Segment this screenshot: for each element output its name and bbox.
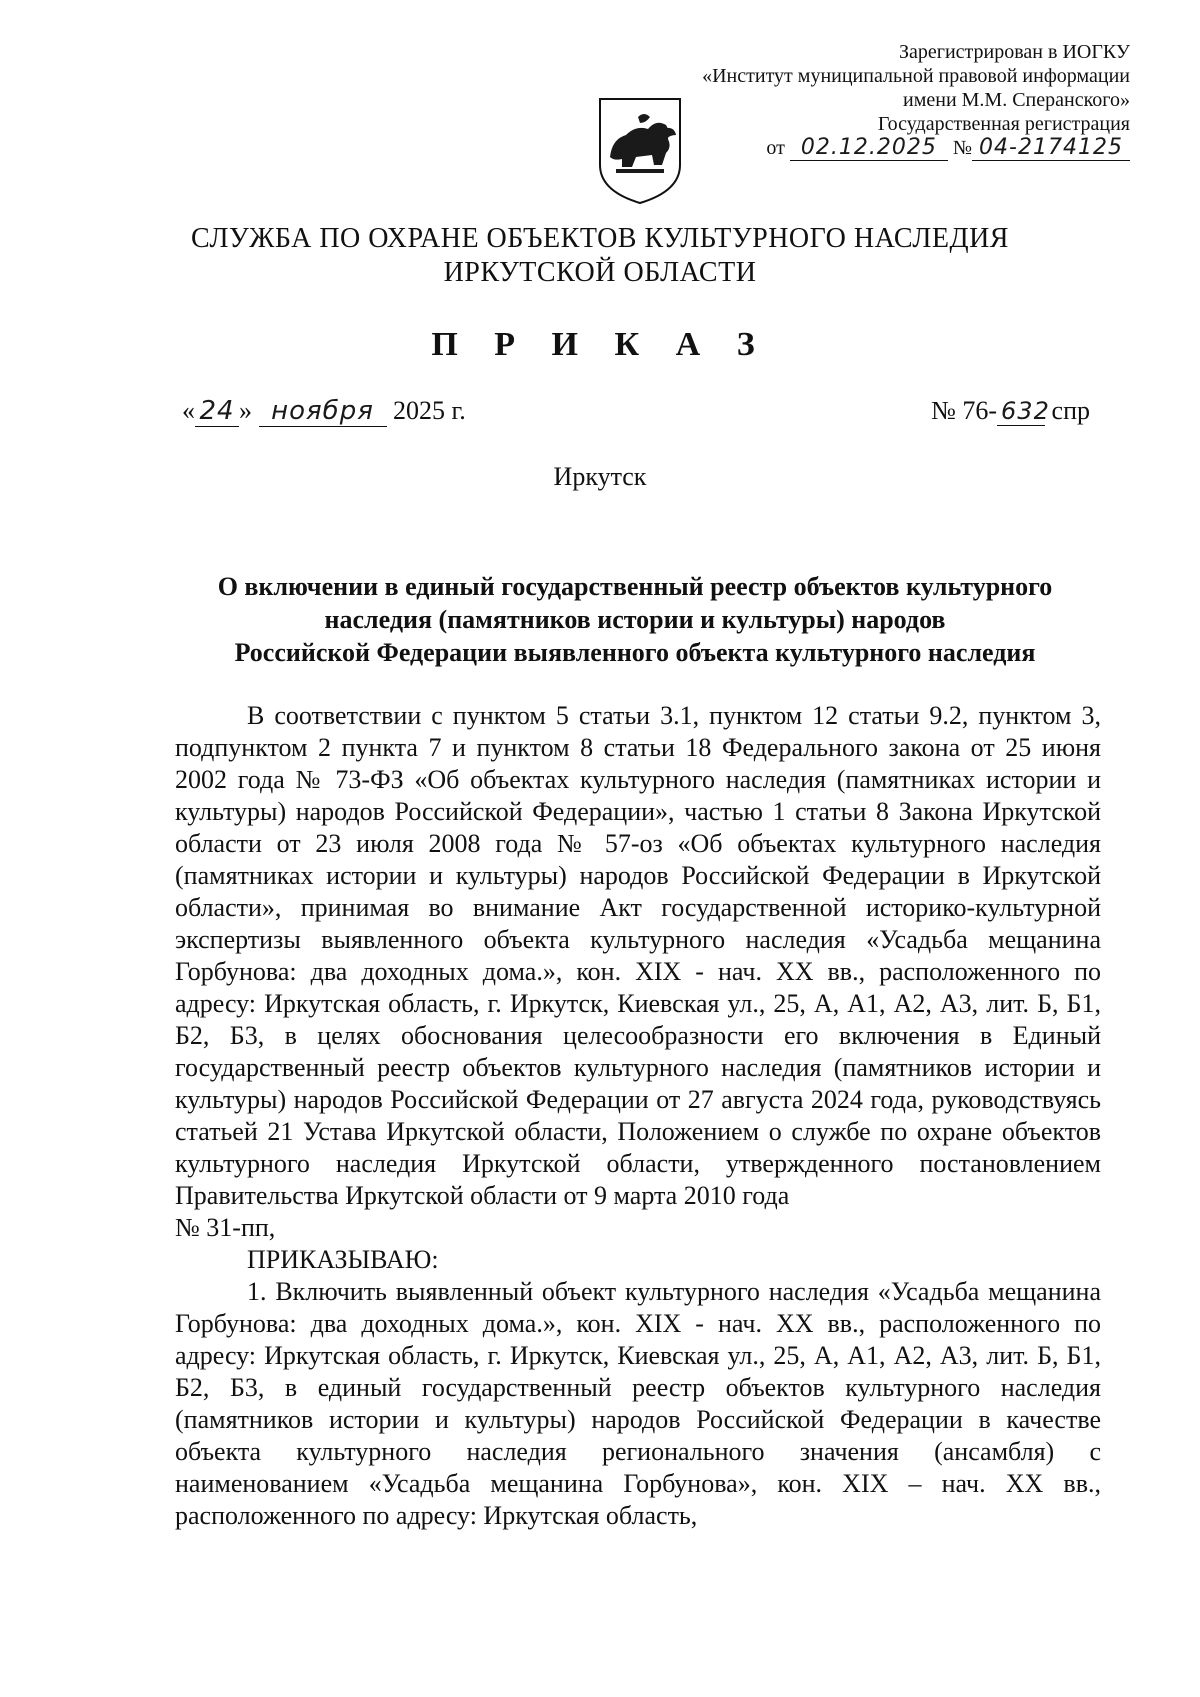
agency-name-line-2: ИРКУТСКОЙ ОБЛАСТИ — [443, 257, 757, 288]
preamble-paragraph: В соответствии с пунктом 5 статьи 3.1, пунктом 12 статьи 9.2, пунктом 3, подпунктом 2 пункта 7 и пунктом 8 статьи 18 Федерального закона от 25 июня 2002 года № 73-ФЗ «Об объектах культурного наследия (памятниках истории и культуры) народов Российской Федерации», частью 1 статьи 8 Закона Иркутской области от 23 июля 2008 года № 57-оз «Об объектах культурного наследия (памятниках истории и культуры) народов Российской Федерации в Иркутской области», принимая во внимание Акт государственной историко-культурной экспертизы выявленного объекта культурного наследия «Усадьба мещанина Горбунова: два доходных дома.», кон. XIX - нач. XX вв., расположенного по адресу: Иркутская область, г. Иркутск, Киевская ул., 25, А, А1, А2, А3, лит. Б, Б1, Б2, Б3, в целях обоснования целесообразности его включения в Единый государственный реестр объектов культурного наследия (памятников истории и культуры) народов Российской Федерации от 27 августа 2024 года, руководствуясь статьей 21 Устава Иркутской области, Положением о службе по охране объектов культурного наследия Иркутской области, утвержденного постановлением Правительства Иркутской области от 9 марта 2010 года — [175, 701, 1101, 1210]
date-open-quote: « — [182, 396, 195, 425]
date-month: ноября — [259, 396, 387, 427]
registration-line-4: Государственная регистрация — [877, 113, 1130, 135]
subject-line-2: наследия (памятников истории и культуры) народов — [324, 605, 946, 634]
document-type-title: П Р И К А З — [431, 326, 769, 363]
registration-date: 02.12.2025 — [790, 136, 948, 161]
registration-line-2: «Институт муниципальной правовой информации — [702, 65, 1130, 87]
registration-line-5 — [610, 136, 1130, 161]
order-subject — [170, 570, 1100, 669]
date-day: 24 — [195, 396, 239, 427]
agency-name — [0, 222, 1200, 290]
registration-number: 04-2174125 — [972, 136, 1130, 161]
subject-line-1: О включении в единый государственный реестр объектов культурного — [217, 572, 1053, 601]
preamble-tail: № 31-пп, — [175, 1213, 276, 1242]
agency-name-line-1: СЛУЖБА ПО ОХРАНЕ ОБЪЕКТОВ КУЛЬТУРНОГО НАСЛЕДИЯ — [191, 223, 1009, 254]
subject-line-3: Российской Федерации выявленного объекта культурного наследия — [234, 638, 1036, 667]
order-word: ПРИКАЗЫВАЮ: — [247, 1245, 439, 1274]
registration-line-1: Зарегистрирован в ИОГКУ — [899, 41, 1130, 63]
city: Иркутск — [553, 462, 647, 491]
order-number-suffix: спр — [1051, 396, 1090, 425]
irkutsk-coat-of-arms-icon — [596, 95, 684, 207]
date-close-quote: » — [239, 396, 252, 425]
order-number — [931, 396, 1090, 426]
registration-stamp — [610, 40, 1130, 161]
registration-from-label: от — [766, 137, 785, 159]
registration-line-3: имени М.М. Сперанского» — [903, 89, 1130, 111]
date-year: 2025 г. — [393, 396, 466, 425]
order-number-handwritten: 632 — [997, 397, 1045, 426]
registration-number-label: № — [952, 137, 972, 159]
order-item-1: 1. Включить выявленный объект культурного наследия «Усадьба мещанина Горбунова: два доходных дома.», кон. XIX - нач. XX вв., расположенного по адресу: Иркутская область, г. Иркутск, Киевская ул., 25, А, А1, А2, А3, лит. Б, Б1, Б2, Б3, в единый государственный реестр объектов культурного наследия (памятников истории и культуры) народов Российской Федерации в качестве объекта культурного наследия регионального значения (ансамбля) с наименованием «Усадьба мещанина Горбунова», кон. XIX – нач. XX вв., расположенного по адресу: Иркутская область, — [175, 1277, 1101, 1530]
order-body — [175, 700, 1101, 1532]
order-number-prefix: № 76- — [931, 396, 998, 425]
order-date — [182, 396, 466, 427]
